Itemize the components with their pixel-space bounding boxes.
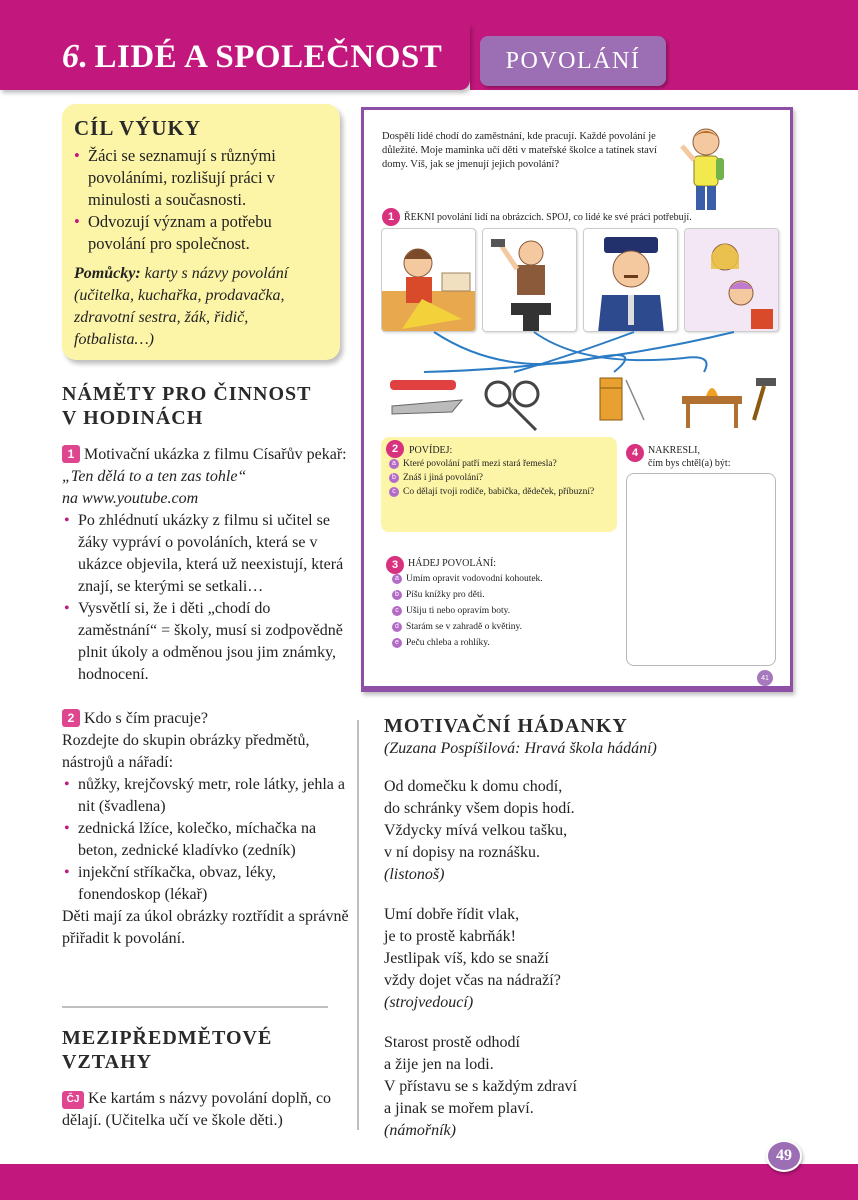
subtask-letter: c (392, 606, 402, 616)
task-2-title: POVÍDEJ: (409, 445, 453, 456)
activities-title-line: NÁMĚTY PRO ČINNOST (62, 383, 312, 405)
task-4-text (648, 444, 778, 470)
connecting-lines (384, 328, 784, 374)
film-quote: „Ten dělá to a ten zas tohle“ (62, 468, 247, 485)
bottom-bar (0, 1164, 858, 1200)
task-4-title: NAKRESLI, (648, 445, 700, 456)
activity-text-2: Rozdejte do skupin obrázky předmětů, nástrojů a nářadí: (62, 732, 310, 771)
task-4-prompt: čím bys chtěl(a) být: (648, 458, 731, 469)
activity-number: 1 (62, 445, 80, 463)
list-item: • nůžky, krejčovský metr, role látky, jehla a nit (švadlena) (62, 774, 352, 818)
task-2-question (389, 472, 611, 484)
riddle-line: Jestlipak víš, kdo se snaží (384, 950, 549, 967)
goal-title: CÍL VÝUKY (74, 116, 202, 140)
subtask-letter: b (389, 473, 399, 483)
activities-title (62, 382, 352, 430)
riddle-line: V přístavu se s každým zdraví (384, 1078, 577, 1095)
boy-illustration (676, 124, 738, 216)
riddle-line: Starost prostě odhodí (384, 1034, 520, 1051)
activities-title-line: V HODINÁCH (62, 407, 204, 429)
subtask-letter: a (392, 574, 402, 584)
task-3-item (392, 573, 622, 585)
film-link: na www.youtube.com (62, 490, 199, 507)
riddle-answer: (strojvedoucí) (384, 994, 474, 1011)
riddle-line: do schránky všem dopis hodí. (384, 800, 575, 817)
chapter-title (62, 38, 442, 76)
task-3-number: 3 (386, 556, 404, 574)
question-text: Které povolání patří mezi stará řemesla? (403, 459, 557, 469)
item-text: Ušiju ti nebo opravím boty. (406, 606, 511, 616)
item-text: Píšu knížky pro děti. (406, 590, 485, 600)
subtask-letter: e (392, 638, 402, 648)
riddle-line: Vždycky mívá velkou tašku, (384, 822, 568, 839)
activity-1-bullets (62, 510, 352, 686)
goal-list (74, 145, 330, 255)
drawing-area (626, 473, 776, 666)
tools-illustration (386, 372, 786, 432)
task-3-box (392, 556, 622, 649)
chapter-number: 6. (62, 38, 89, 75)
activity-outro: Děti mají za úkol obrázky roztřídit a správně přiřadit k povolání. (62, 908, 349, 947)
riddles-source: (Zuzana Pospíšilová: Hravá škola hádání) (384, 740, 657, 757)
cross-title-line: VZTAHY (62, 1051, 153, 1073)
riddle-1 (384, 776, 784, 886)
goal-item: • Žáci se seznamují s různými povoláními, rozlišují práci v minulosti a současnosti. (74, 145, 330, 211)
question-text: Co dělají tvoji rodiče, babička, dědeček, příbuzní? (403, 487, 595, 497)
cj-tag: ČJ (62, 1091, 84, 1109)
activity-text: Motivační ukázka z filmu Císařův pekař: (84, 446, 347, 463)
cross-text-block (62, 1088, 352, 1132)
cross-text: Ke kartám s názvy povolání doplň, co dělají. (Učitelka učí ve škole děti.) (62, 1090, 332, 1129)
riddle-line: Od domečku k domu chodí, (384, 778, 563, 795)
goal-aids (74, 263, 330, 351)
cross-section (62, 1026, 352, 1132)
activities-section (62, 382, 352, 950)
topic-badge: POVOLÁNÍ (480, 36, 666, 86)
riddles-section (384, 714, 784, 1142)
task-3-item (392, 589, 622, 601)
goal-box (62, 104, 340, 360)
activity-2-bullets (62, 774, 352, 906)
item-text: Starám se v zahradě o květiny. (406, 622, 522, 632)
picture-hairdresser (684, 228, 779, 332)
column-divider (357, 720, 359, 1130)
activity-2 (62, 708, 352, 950)
riddles-title: MOTIVAČNÍ HÁDANKY (384, 715, 628, 737)
task-2-question (389, 486, 611, 498)
picture-policeman (583, 228, 678, 332)
riddle-line: a žije jen na lodi. (384, 1056, 494, 1073)
task-1-number: 1 (382, 208, 400, 226)
divider (62, 1006, 328, 1008)
list-item: • Vysvětlí si, že i děti „chodí do zaměstnání“ = školy, musí si zodpovědně plnit úkoly a odměnou jsou jim známky, hodnocení. (62, 598, 352, 686)
task-3-item (392, 637, 622, 649)
item-text: Peču chleba a rohlíky. (406, 638, 490, 648)
goal-item: • Odvozují význam a potřebu povolání pro společnost. (74, 211, 330, 255)
riddle-line: je to prostě kabrňák! (384, 928, 516, 945)
picture-seamstress (381, 228, 476, 332)
question-text: Znáš i jiná povolání? (403, 473, 483, 483)
task-3-item (392, 605, 622, 617)
cross-title-line: MEZIPŘEDMĚTOVÉ (62, 1027, 273, 1049)
page-number: 49 (766, 1140, 802, 1172)
activity-1 (62, 444, 352, 686)
subtask-letter: c (389, 487, 399, 497)
task-2-question (389, 458, 611, 470)
task-4-number: 4 (626, 444, 644, 462)
aids-text: karty s názvy povolání (učitelka, kuchařka, prodavačka, zdravotní sestra, žák, řidič, fotbalista…) (74, 265, 289, 348)
riddle-line: a jinak se mořem plaví. (384, 1100, 534, 1117)
list-item: • zednická lžíce, kolečko, míchačka na beton, zednické kladívko (zedník) (62, 818, 352, 862)
workbook-intro: Dospělí lidé chodí do zaměstnání, kde pracují. Každé povolání je důležité. Moje maminka učí děti v mateřské školce a tatínek staví domy. Víš, jak se jmenují jejich povolání? (382, 131, 657, 170)
riddle-line: v ní dopisy na roznášku. (384, 844, 540, 861)
riddle-answer: (námořník) (384, 1122, 456, 1139)
subtask-letter: d (392, 622, 402, 632)
activity-text: Kdo s čím pracuje? (84, 710, 208, 727)
subtask-letter: a (389, 459, 399, 469)
item-text: Umím opravit vodovodní kohoutek. (406, 574, 543, 584)
task-3-title: HÁDEJ POVOLÁNÍ: (408, 558, 497, 569)
riddle-line: vždy dojet včas na nádraží? (384, 972, 561, 989)
riddle-2 (384, 904, 784, 1014)
activity-number: 2 (62, 709, 80, 727)
picture-blacksmith (482, 228, 577, 332)
list-item: • Po zhlédnutí ukázky z filmu si učitel se žáky vypráví o povoláních, která se v ukázce objevila, která už neexistují, která znají, se kterými se setkali… (62, 510, 352, 598)
task-2-number: 2 (386, 440, 404, 458)
workbook-page-number: 41 (757, 670, 773, 686)
cross-title (62, 1026, 352, 1074)
task-3-item (392, 621, 622, 633)
riddle-answer: (listonoš) (384, 866, 445, 883)
chapter-title-text: LIDÉ A SPOLEČNOST (94, 39, 443, 75)
riddle-3 (384, 1032, 784, 1142)
subtask-letter: b (392, 590, 402, 600)
aids-label: Pomůcky: (74, 265, 141, 282)
task-2-box (381, 437, 617, 532)
workbook-page (361, 107, 793, 692)
riddle-line: Umí dobře řídit vlak, (384, 906, 520, 923)
task-1-text: ŘEKNI povolání lidí na obrázcích. SPOJ, co lidé ke své práci potřebují. (404, 212, 692, 223)
top-strip (0, 0, 858, 24)
list-item: • injekční stříkačka, obvaz, léky, fonendoskop (lékař) (62, 862, 352, 906)
